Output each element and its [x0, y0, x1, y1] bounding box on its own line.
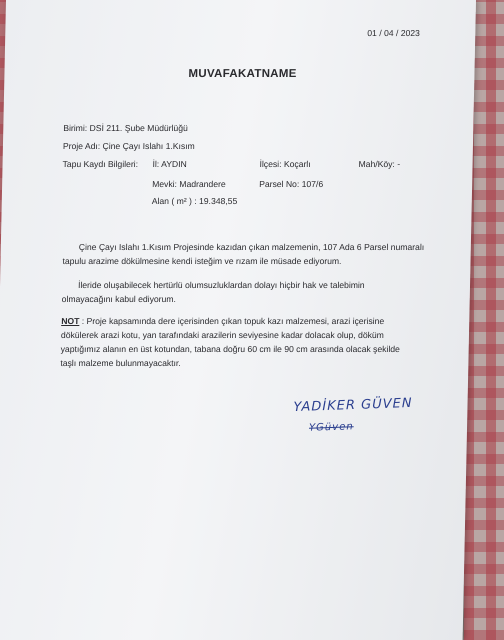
waiver-line-1: İleride oluşabilecek hertürlü olumsuzluklardan dolayı hiçbir hak ve talebimin	[77, 280, 365, 290]
parsel-value: Parsel No: 107/6	[259, 179, 324, 189]
note-line-1	[61, 314, 461, 328]
consent-paragraph	[62, 240, 479, 268]
proje-row	[63, 141, 195, 151]
note-paragraph	[60, 314, 461, 370]
il-value: İl: AYDIN	[152, 159, 187, 169]
note-line-1-text: : Proje kapsamında dere içerisinden çıkan topuk kazı malzemesi, arazi içerisine	[81, 316, 385, 326]
proje-label: Proje Adı:	[62, 141, 101, 151]
consent-line-1: Çine Çayı Islahı 1.Kısım Projesinde kazıdan çıkan malzemenin, 107 Ada 6 Parsel numaralı	[78, 242, 425, 252]
waiver-line-2: olmayacağını kabul ediyorum.	[61, 294, 177, 304]
note-line-2: dökülerek arazi kotu, yan tarafındaki arazilerin seviyesine kadar dolacak olup, döküm	[60, 330, 385, 340]
birimi-row	[63, 123, 188, 133]
birimi-label: Birimi:	[63, 123, 88, 133]
note-line-4: taşlı malzeme bulunmayacaktır.	[60, 358, 181, 368]
note-label: NOT	[61, 316, 80, 326]
handwritten-signature-mark: YGüven	[308, 421, 354, 434]
mevki-value: Mevki: Madrandere	[152, 179, 226, 189]
tapu-label: Tapu Kaydı Bilgileri:	[62, 159, 139, 169]
handwritten-signature-name: YADİKER GÜVEN	[293, 395, 413, 416]
alan-value: Alan ( m² ) : 19.348,55	[151, 196, 238, 206]
proje-value: Çine Çayı Islahı 1.Kısım	[102, 141, 195, 151]
note-line-3: yaptığımız alanın en üst kotundan, tabana doğru 60 cm ile 90 cm arasında olacak şekilde	[60, 344, 400, 354]
ilce-value: İlçesi: Koçarlı	[259, 159, 311, 169]
mahkoy-value: Mah/Köy: -	[358, 159, 401, 169]
document-date: 01 / 04 / 2023	[367, 28, 420, 38]
consent-line-2: tapulu arazime dökülmesine kendi isteğim ve rızam ile müsade ediyorum.	[62, 256, 342, 266]
birimi-value: DSİ 211. Şube Müdürlüğü	[89, 123, 188, 133]
waiver-paragraph	[61, 278, 479, 306]
document-title: MUVAFAKATNAME	[188, 68, 297, 80]
